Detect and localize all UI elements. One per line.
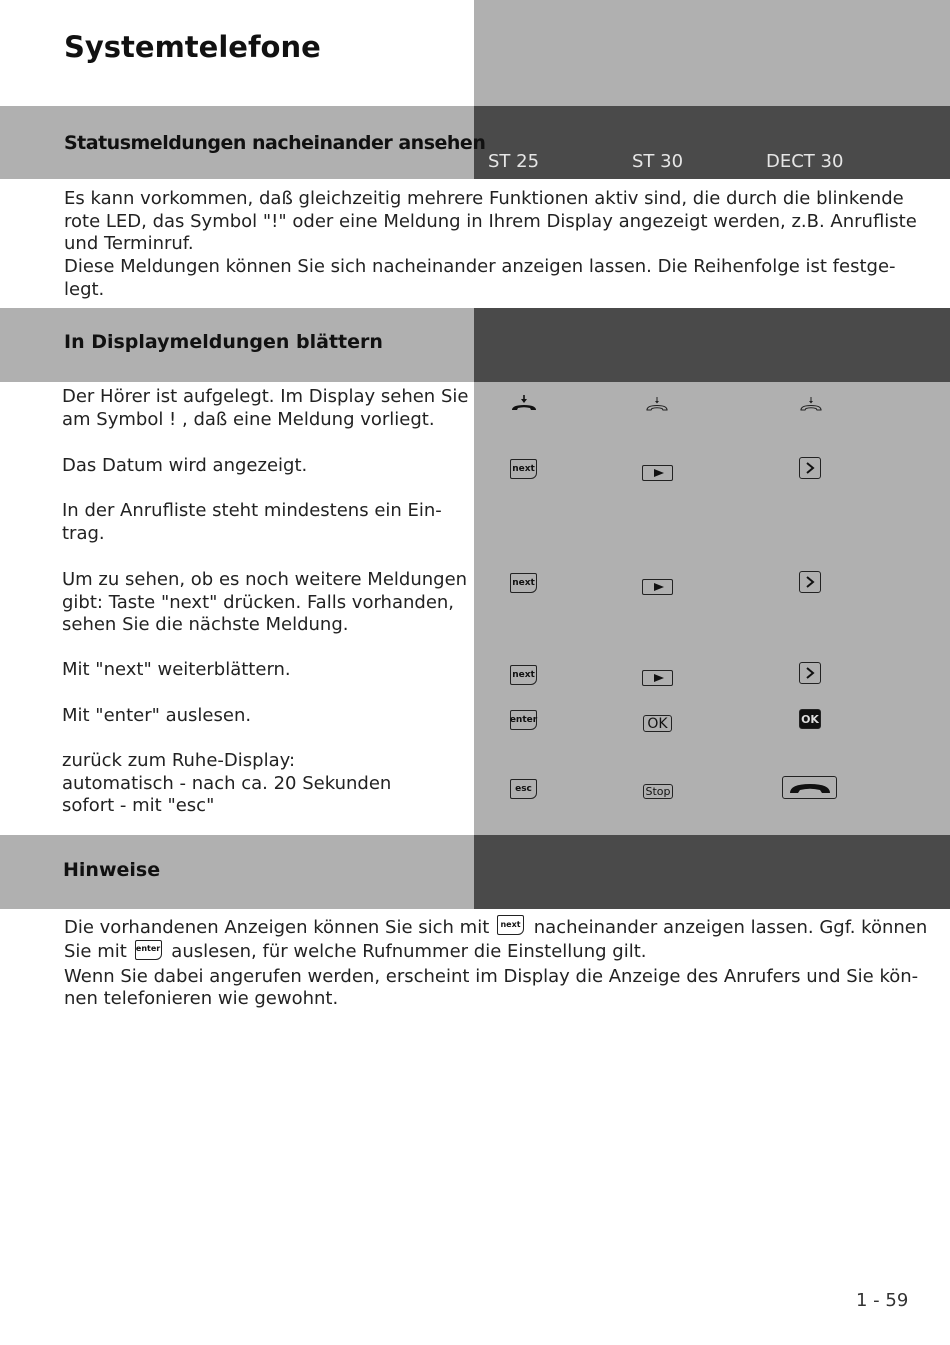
step-line: trag. — [62, 522, 105, 544]
step-line: In der Anrufliste steht mindestens ein Ein- — [62, 500, 442, 521]
step-read-enter — [62, 705, 472, 728]
chevron-right-icon — [804, 667, 816, 679]
step-line: automatisch - nach ca. 20 Sekunden — [62, 772, 392, 794]
step-more-messages — [62, 569, 472, 637]
section3-title: Hinweise — [63, 859, 161, 881]
chevron-right-icon — [804, 462, 816, 474]
stop-key-st30[interactable] — [643, 784, 673, 799]
step-handset-onhook — [62, 386, 472, 431]
key-label: next — [512, 578, 535, 588]
steps-keys-column — [474, 382, 950, 835]
play-arrow-icon — [654, 674, 664, 682]
step-line: Mit "enter" auslesen. — [62, 705, 252, 726]
step-line: Mit "next" weiterblättern. — [62, 659, 291, 680]
section3-band-right — [474, 835, 950, 909]
hangup-key-dect30[interactable] — [782, 776, 837, 799]
notes-line — [64, 941, 934, 965]
intro-paragraph — [64, 188, 924, 302]
play-key-st30[interactable] — [642, 579, 673, 595]
step-line: gibt: Taste "next" drücken. Falls vorhanden, — [62, 591, 455, 613]
model-dect30: DECT 30 — [766, 151, 844, 172]
play-arrow-icon — [654, 469, 664, 477]
key-label: Stop — [645, 785, 671, 798]
intro-line: Es kann vorkommen, daß gleichzeitig mehrere Funktionen aktiv sind, die durch die blinkende — [64, 188, 904, 209]
key-label: OK — [801, 712, 819, 726]
intro-line: legt. — [64, 278, 105, 300]
step-line: sofort - mit "esc" — [62, 795, 215, 817]
handset-outline-icon — [799, 396, 823, 414]
handset-hangup-icon — [788, 781, 832, 795]
key-label: next — [512, 464, 535, 474]
notes-text: nacheinander anzeigen lassen. Ggf. können — [533, 917, 928, 938]
next-key-inline — [497, 915, 524, 935]
right-arrow-key-dect30[interactable] — [799, 662, 821, 684]
step-line: Das Datum wird angezeigt. — [62, 455, 308, 476]
step-date-shown — [62, 455, 472, 478]
notes-line: nen telefonieren wie gewohnt. — [64, 988, 339, 1010]
handset-onhook-icon — [510, 394, 538, 414]
intro-line: Diese Meldungen können Sie sich nacheinander anzeigen lassen. Die Reihenfolge ist festge- — [64, 256, 896, 278]
step-scroll-next — [62, 659, 472, 682]
model-st30: ST 30 — [632, 151, 684, 172]
step-line: am Symbol ! , daß eine Meldung vorliegt. — [62, 408, 435, 430]
handset-outline-icon — [645, 396, 669, 414]
step-line: Der Hörer ist aufgelegt. Im Display sehen Sie — [62, 386, 469, 407]
key-label: OK — [647, 715, 668, 732]
title-band-right — [474, 0, 950, 106]
page-title: Systemtelefone — [64, 30, 321, 64]
section1-title: Statusmeldungen nacheinander ansehen — [64, 132, 486, 154]
play-arrow-icon — [654, 583, 664, 591]
next-key-st25[interactable] — [510, 665, 537, 685]
notes-text: auslesen, für welche Rufnummer die Einstellung gilt. — [171, 941, 647, 963]
enter-key-st25[interactable] — [510, 710, 537, 730]
section2-title: In Displaymeldungen blättern — [64, 331, 383, 353]
step-line: zurück zum Ruhe-Display: — [62, 750, 296, 771]
right-arrow-key-dect30[interactable] — [799, 571, 821, 593]
step-line: sehen Sie die nächste Meldung. — [62, 614, 349, 636]
chevron-right-icon — [804, 576, 816, 588]
key-label: enter — [509, 715, 538, 725]
play-key-st30[interactable] — [642, 670, 673, 686]
notes-paragraph — [64, 917, 934, 1011]
page-number: 1 - 59 — [856, 1290, 909, 1311]
notes-text: Sie mit — [64, 941, 127, 963]
key-label: next — [500, 920, 521, 929]
intro-line: rote LED, das Symbol "!" oder eine Meldung in Ihrem Display angezeigt werden, z.B. Anrufliste — [64, 210, 917, 232]
step-line: Um zu sehen, ob es noch weitere Meldungen — [62, 569, 468, 590]
right-arrow-key-dect30[interactable] — [799, 457, 821, 479]
next-key-st25[interactable] — [510, 459, 537, 479]
key-label: enter — [135, 944, 161, 954]
model-st25: ST 25 — [488, 151, 540, 172]
section2-band-right — [474, 308, 950, 382]
play-key-st30[interactable] — [642, 465, 673, 481]
esc-key-st25[interactable] — [510, 779, 537, 799]
notes-line: Wenn Sie dabei angerufen werden, erscheint im Display die Anzeige des Anrufers und Sie kön- — [64, 965, 919, 987]
notes-line — [64, 917, 934, 941]
enter-key-inline — [135, 940, 162, 960]
step-call-list-entry — [62, 500, 472, 545]
ok-key-st30[interactable] — [643, 715, 672, 732]
section1-band-right — [474, 106, 950, 179]
notes-text: Die vorhandenen Anzeigen können Sie sich mit — [64, 917, 490, 938]
key-label: esc — [515, 784, 532, 794]
intro-line: und Terminruf. — [64, 233, 194, 255]
ok-key-dect30[interactable] — [799, 709, 821, 729]
step-back-to-idle — [62, 750, 472, 818]
key-label: next — [512, 670, 535, 680]
next-key-st25[interactable] — [510, 573, 537, 593]
